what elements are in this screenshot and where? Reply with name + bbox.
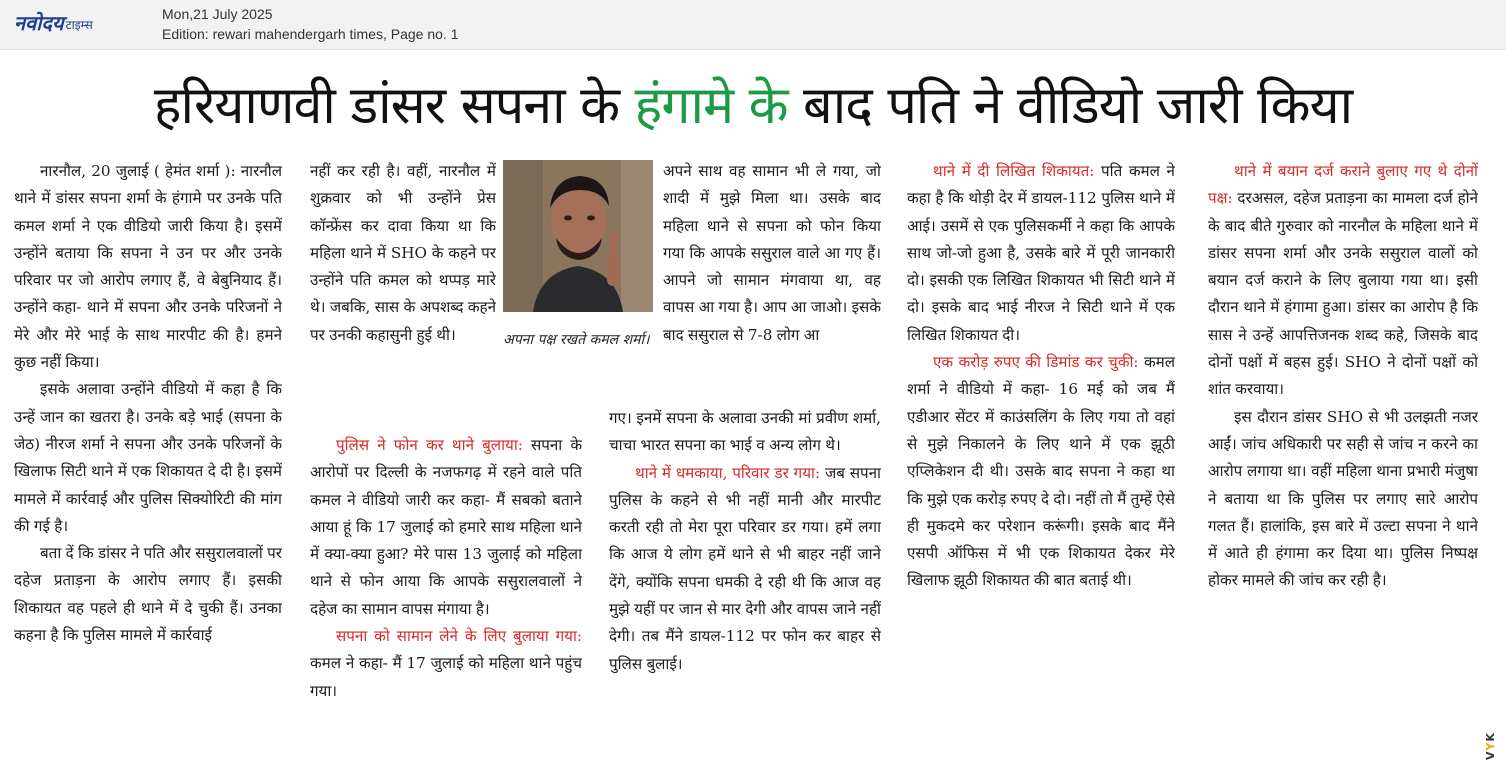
logo-main-text: नवोदय — [14, 11, 64, 35]
subheading-crore-demand: एक करोड़ रुपए की डिमांड कर चुकी: — [933, 353, 1139, 372]
vyk-watermark — [1484, 732, 1502, 760]
column-5-paragraph-2: इस दौरान डांसर SHO से भी उलझती नजर आईं। जांच अधिकारी पर सही से जांच न करने का आरोप लगाया था। वहीं महिला थाना प्रभारी मंजुषा ने बताया था कि पुलिस पर लगाए सारे आरोप गलत हैं। हालांकि, इस बारे में उल्टा सपना ने थाने में आते ही हंगामा कर दिया था। पुलिस निष्पक्ष होकर मामले की जांच कर रही है। — [1208, 407, 1478, 590]
article-column-2-bottom — [310, 432, 582, 764]
article-column-4 — [907, 158, 1175, 764]
article-column-3-top — [663, 158, 881, 404]
subheading-statements: थाने में बयान दर्ज कराने बुलाए गए थे दोनों पक्ष: — [1208, 162, 1478, 208]
headline-part2: बाद पति ने वीडियो जारी किया — [787, 76, 1353, 136]
article-column-2-top — [310, 158, 496, 458]
watermark-k: K — [1484, 732, 1497, 742]
article-column-5 — [1208, 158, 1478, 764]
column-3-paragraph-1: अपने साथ वह सामान भी ले गया, जो शादी में मुझे मिला था। उसके बाद महिला थाने से सपना को फोन किया गया कि आपके ससुराल वाले आ गए हैं। आपने जो सामान मंगवाया था, वह वापस आ गया है। आप आ जाओ। इसके बाद ससुराल से 7-8 लोग आ — [663, 162, 881, 344]
watermark-y: Y — [1484, 741, 1497, 751]
headline-highlight: हंगामे के — [634, 76, 788, 136]
column-1-paragraph-2: इसके अलावा उन्होंने वीडियो में कहा है कि उन्हें जान का खतरा है। उनके बड़े भाई (सपना के जेठ) नीरज शर्मा ने सपना और उनके परिजनों के खिलाफ सिटी थाने में एक शिकायत दे दी है। इसमें मामले में कार्रवाई और पुलिस सिक्योरिटी की मांग की गई है। — [14, 380, 282, 535]
subheading-threatened: थाने में धमकाया, परिवार डर गया: — [635, 463, 821, 482]
logo-sub-text: टाइम्स — [65, 18, 93, 32]
column-4-paragraph-2: कमल शर्मा ने वीडियो में कहा- 16 मई को जब मैं एडीआर सेंटर में काउंसलिंग के लिए गया तो वहां से मुझे निकालने के लिए थाने में एक झूठी एप्लिकेशन दी थी। उसके बाद सपना ने कहा था कि मुझे एक करोड़ रुपए दे दो। नहीं तो मैं तुम्हें ऐसे ही मुकदमे कर परेशान करूंगी। इसके बाद मैंने एसपी ऑफिस में भी एक शिकायत देकर मेरे खिलाफ झूठी शिकायत की बात बताई थी। — [907, 353, 1175, 590]
article-column-3-bottom — [609, 405, 881, 764]
subheading-police-called: पुलिस ने फोन कर थाने बुलाया: — [336, 436, 523, 454]
subheading-written-complaint: थाने में दी लिखित शिकायत: — [933, 162, 1095, 180]
column-1-paragraph-3: बता दें कि डांसर ने पति और ससुरालवालों पर दहेज प्रताड़ना के आरोप लगाए हैं। इसकी शिकायत वह पहले ही थाने में दे चुकी हैं। उनका कहना है कि पुलिस मामले में कार्रवाई — [14, 544, 282, 645]
column-2-paragraph-2: सपना के आरोपों पर दिल्ली के नजफगढ़ में रहने वाले पति कमल ने वीडियो जारी कर कहा- मैं सबको बताने आया हूं कि 17 जुलाई को हमारे साथ महिला थाने में क्या-क्या हुआ? मेरे पास 13 जुलाई को महिला थाने से फोन आया कि आपके ससुरालवालों ने दहेज का सामान वापस मंगाया है। — [310, 436, 582, 618]
subheading-called-for-goods: सपना को सामान लेने के लिए बुलाया गया: — [336, 627, 582, 646]
watermark-v: V — [1484, 750, 1497, 761]
photo-caption: अपना पक्ष रखते कमल शर्मा। — [503, 332, 650, 348]
column-3-paragraph-1b: गए। इनमें सपना के अलावा उनकी मां प्रवीण शर्मा, चाचा भारत सपना का भाई व अन्य लोग थे। — [609, 409, 881, 455]
article-headline — [0, 66, 1506, 146]
column-1-paragraph-1: नारनौल, 20 जुलाई ( हेमंत शर्मा ): नारनौल थाने में डांसर सपना शर्मा के हंगामे पर उनके पति कमल शर्मा ने एक वीडियो जारी किया है। इसमें उन्होंने बताया कि सपना ने उन पर और उनके परिवार पर जो आरोप लगाए हैं, वे बेबुनियाद हैं। उन्होंने कहा- थाने में सपना और उनके परिजनों ने मेरे और मेरे भाई के साथ मारपीट की है। हमने कुछ नहीं किया। — [14, 162, 282, 372]
edition-meta — [162, 4, 459, 44]
article-column-1 — [14, 158, 282, 764]
column-3-paragraph-2: जब सपना पुलिस के कहने से भी नहीं मानी और मारपीट करती रही तो मेरा पूरा परिवार डर गया। हमें लगा कि आज ये लोग हमें थाने से भी बाहर नहीं जाने देंगे, क्योंकि सपना धमकी दे रही थी कि आज वह मुझे यहीं पर जान से मार देगी और वापस जाने नहीं देगी। तब मैंने डायल-112 पर फोन कर बाहर से पुलिस बुलाई। — [609, 463, 881, 673]
edition-info: Edition: rewari mahendergarh times, Page no. 1 — [162, 26, 459, 42]
column-5-paragraph-1: दरअसल, दहेज प्रताड़ना का मामला दर्ज होने के बाद बीते गुरुवार को नारनौल के महिला थाने में डांसर सपना शर्मा और उनके ससुराल वालों को बयान दर्ज कराने के लिए बुलाया गया था। इसी दौरान थाने में हंगामा हुआ। डांसर का आरोप है कि सास ने उन्हें आपत्तिजनक शब्द कहे, जिसके बाद दोनों पक्षों में बहस हुई। SHO ने दोनों पक्षों को शांत करवाया। — [1208, 189, 1478, 399]
article-photo[interactable] — [503, 160, 653, 312]
newspaper-logo[interactable] — [14, 9, 93, 35]
person-photo-illustration — [503, 160, 653, 312]
column-4-paragraph-1: पति कमल ने कहा है कि थोड़ी देर में डायल-112 पुलिस थाने में आई। उसमें से एक पुलिसकर्मी ने कहा कि आपके साथ जो-जो हुआ है, उसके बारे में पूरी जानकारी दो। इसकी एक लिखित शिकायत भी सिटी थाने में दो। इसके बाद भाई नीरज ने सिटी थाने में एक लिखित शिकायत दी। — [907, 162, 1175, 344]
column-2-paragraph-3: कमल ने कहा- मैं 17 जुलाई को महिला थाने पहुंच गया। — [310, 654, 582, 700]
headline-part1: हरियाणवी डांसर सपना के — [153, 76, 635, 136]
edition-date: Mon,21 July 2025 — [162, 6, 273, 22]
masthead-bar — [0, 0, 1506, 50]
column-2-paragraph-1: नहीं कर रही है। वहीं, नारनौल में शुक्रवार को भी उन्होंने प्रेस कॉन्फ्रेंस कर दावा किया था कि महिला थाने में SHO के कहने पर उन्होंने पति कमल को थप्पड़ मारे थे। जबकि, सास के अपशब्द कहने पर उनकी कहासुनी हुई थी। — [310, 162, 496, 344]
